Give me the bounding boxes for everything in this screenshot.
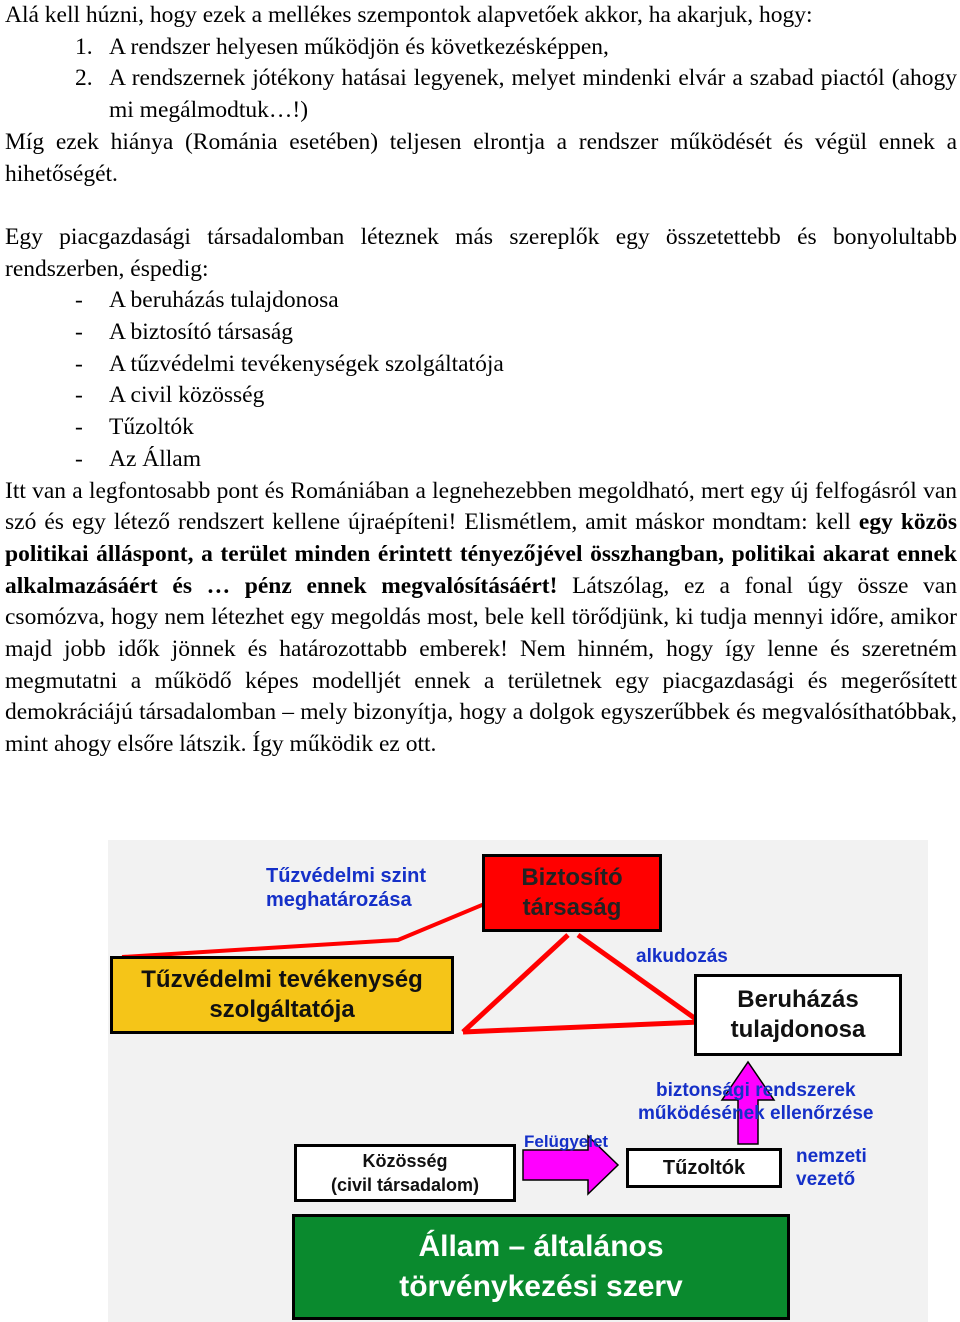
dash-marker: - <box>75 287 83 314</box>
provider-to-owner-line <box>463 1022 700 1032</box>
paragraph-text: Látszólag, ez a fonal úgy össze van csomózva, hogy nem létezhet egy megoldás most, bele kell törődjünk, ki tudja mennyi időre, amikor majd jobb idők jönnek és határozottabb emberek! Nem hinném, hogy így lenne és szeretném megmutatni a működő képes modelljét ennek a területnek egy piacgazdasági és megerősített demokráciájú társadalomban – mely bizonyítja, hogy a dolgok egyszerűbbek és megvalósíthatóbbak, mint ahogy elsőre látszik. Így működik ez ott. <box>5 572 957 758</box>
state-box: Állam – általános törvénykezési szerv <box>292 1214 790 1320</box>
actors-list <box>5 285 957 475</box>
dash-marker: - <box>75 382 83 409</box>
bold-emphasis: egy közös politikai álláspont, a terület minden érintett tényezőjével összhangban, politikai akarat ennek alkalmazásáért és … pénz ennek megvalósításáért! <box>5 509 957 599</box>
intro-paragraph: Alá kell húzni, hogy ezek a mellékes szempontok alapvetőek akkor, ha akarjuk, hogy: <box>5 2 813 28</box>
dash-marker: - <box>75 445 83 472</box>
actors-diagram <box>108 840 928 1322</box>
paragraph-text: Itt van a legfontosabb pont és Romániában a legnehezebben megoldható, mert egy új felfogásról van szó és egy létező rendszert kellene újraépíteni! Elismétlem, amit máskor mondtam: kell <box>5 477 957 536</box>
list-number: 2. <box>75 65 93 92</box>
list-item-text: Tűzoltók <box>109 414 194 441</box>
list-item-text: A tűzvédelmi tevékenységek szolgáltatója <box>109 350 504 377</box>
list-item-text: A civil közösség <box>109 382 265 409</box>
supervision-label: Felügyelet <box>524 1132 609 1151</box>
fire-service-provider-box: Tűzvédelmi tevékenység szolgáltatója <box>110 956 454 1034</box>
community-box: Közösség (civil társadalom) <box>294 1144 516 1202</box>
insurer-to-provider-line <box>463 935 568 1032</box>
after-list-paragraph: Míg ezek hiánya (Románia esetében) teljesen elrontja a rendszer működését és végül ennek a hihetőségét. <box>5 128 957 187</box>
list-item <box>5 380 957 412</box>
dash-marker: - <box>75 319 83 346</box>
list-item <box>5 63 957 126</box>
insurer-box: Biztosító társaság <box>482 854 662 932</box>
numbered-list <box>5 32 957 127</box>
document-text <box>5 0 957 761</box>
list-item-text: Az Állam <box>109 445 202 472</box>
dash-marker: - <box>75 414 83 441</box>
firefighters-box: Tűzoltók <box>626 1148 782 1188</box>
fire-level-label: Tűzvédelmi szint meghatározása <box>266 865 427 911</box>
national-leader-label: nemzeti vezető <box>796 1146 867 1190</box>
dash-marker: - <box>75 350 83 377</box>
list-item <box>5 32 957 64</box>
list-item-text: A biztosító társaság <box>109 319 294 346</box>
list-item <box>5 317 957 349</box>
list-item <box>5 444 957 476</box>
investment-owner-box: Beruházás tulajdonosa <box>694 974 902 1056</box>
bargaining-label: alkudozás <box>636 946 728 967</box>
list-item <box>5 349 957 381</box>
list-item-text: A rendszer helyesen működjön és következésképpen, <box>109 33 609 60</box>
main-argument-paragraph <box>5 476 957 761</box>
list-item-text: A beruházás tulajdonosa <box>109 287 339 314</box>
list-item <box>5 285 957 317</box>
list-item-text: A rendszernek jótékony hatásai legyenek, melyet mindenki elvár a szabad piactól (ahogy mi megálmodtuk…!) <box>109 65 957 124</box>
actors-intro-paragraph: Egy piacgazdasági társadalomban léteznek más szereplők egy összetettebb és bonyolultabb rendszerben, éspedig: <box>5 223 957 282</box>
list-item <box>5 412 957 444</box>
list-number: 1. <box>75 33 93 60</box>
safety-check-label: biztonsági rendszerek működésének ellenőrzése <box>638 1080 874 1124</box>
